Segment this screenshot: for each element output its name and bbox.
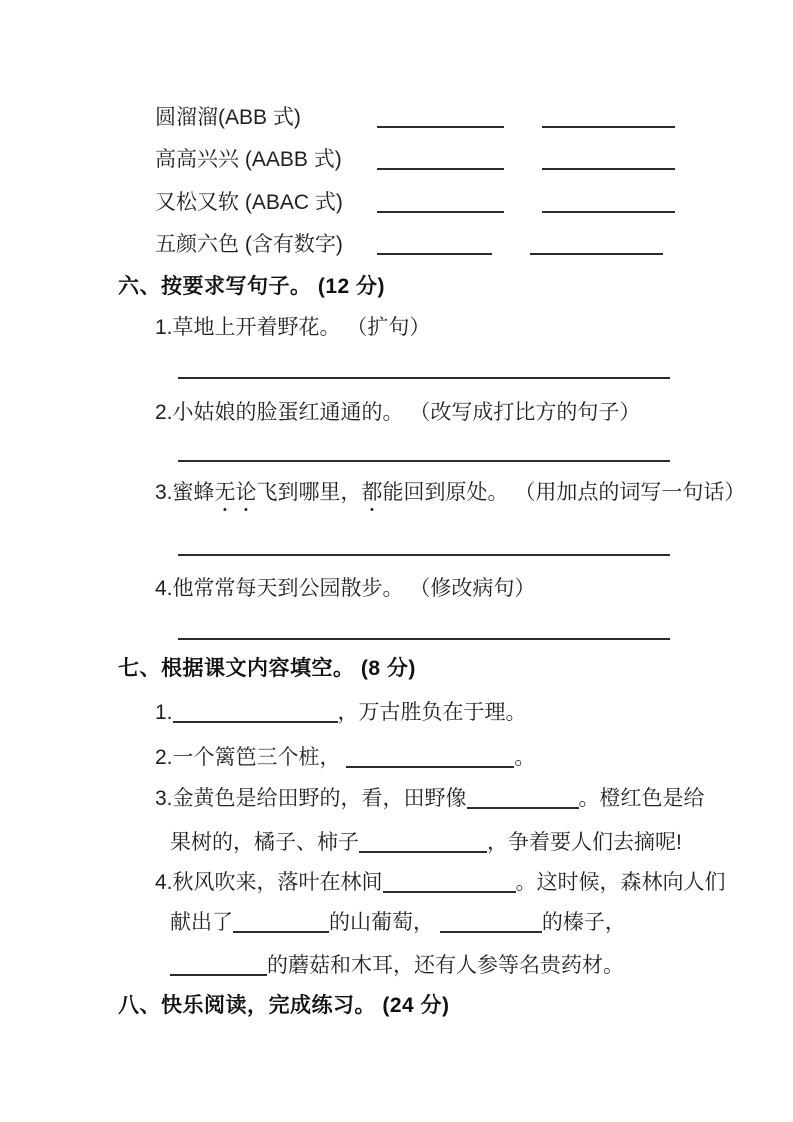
answer-blank — [542, 148, 675, 170]
word-pattern-row — [155, 233, 793, 257]
section-six-heading: 六、按要求写句子。 (12 分) — [118, 275, 386, 298]
question-text: 2.一个篱笆三个桩， — [155, 746, 341, 769]
answer-line — [178, 377, 670, 379]
answer-blank — [542, 106, 675, 128]
question-6-4: 4.他常常每天到公园散步。 （修改病句） — [155, 577, 536, 600]
word-pattern-row — [155, 148, 793, 172]
fill-blank — [383, 881, 516, 893]
question-text: 4.秋风吹来，落叶在林间 — [155, 871, 383, 894]
fill-blank — [173, 711, 338, 723]
question-text: ，万古胜负在于理。 — [337, 701, 527, 724]
question-text: ，争着要人们去摘呢! — [487, 831, 682, 854]
question-text: 3.蜜蜂 — [155, 481, 215, 504]
question-6-2: 2.小姑娘的脸蛋红通通的。 （改写成打比方的句子） — [155, 401, 641, 424]
question-7-3 — [155, 787, 793, 811]
word-pattern-row — [155, 106, 793, 130]
word-pattern-label: 又松又软 (ABAC 式) — [155, 191, 343, 214]
fill-blank — [359, 841, 487, 853]
question-7-1 — [155, 701, 793, 725]
question-text: 献出了 — [170, 911, 233, 934]
word-pattern-label: 圆溜溜(ABB 式) — [155, 106, 301, 129]
question-7-4-wrap — [170, 911, 793, 935]
question-6-3 — [155, 481, 793, 516]
question-text: 3.金黄色是给田野的，看，田野像 — [155, 787, 467, 810]
section-eight-heading: 八、快乐阅读，完成练习。 (24 分) — [118, 994, 450, 1017]
answer-blank — [377, 191, 504, 213]
question-text: 的山葡萄， — [329, 911, 434, 934]
answer-line — [178, 638, 670, 640]
question-text: 飞到哪里， — [256, 481, 362, 504]
fill-blank — [346, 756, 514, 768]
question-text: 。 — [514, 746, 536, 769]
question-text: 。橙红色是给 — [578, 787, 705, 810]
fill-blank — [233, 921, 329, 933]
question-7-4 — [155, 871, 793, 895]
question-7-2 — [155, 746, 793, 770]
word-pattern-row — [155, 191, 793, 215]
answer-blank — [377, 233, 492, 255]
answer-blank — [377, 148, 504, 170]
question-text: 果树的，橘子、柿子 — [170, 831, 359, 854]
answer-blank — [377, 106, 504, 128]
question-7-3-wrap — [170, 831, 793, 855]
section-seven-heading: 七、根据课文内容填空。 (8 分) — [118, 657, 416, 680]
question-text: 1. — [155, 701, 173, 724]
emphasized-word: 无论 — [214, 481, 257, 504]
answer-blank — [542, 191, 675, 213]
word-pattern-label: 高高兴兴 (AABB 式) — [155, 148, 342, 171]
question-7-4-wrap — [170, 954, 793, 978]
fill-blank — [467, 797, 579, 809]
fill-blank — [170, 964, 267, 976]
question-6-1: 1.草地上开着野花。 （扩句） — [155, 316, 431, 339]
emphasized-word: 都 — [361, 481, 383, 504]
answer-line — [178, 554, 670, 556]
question-text: 的榛子， — [541, 911, 626, 934]
question-text: 的蘑菇和木耳，还有人参等名贵药材。 — [267, 954, 624, 977]
fill-blank — [440, 921, 542, 933]
answer-blank — [530, 233, 663, 255]
question-text: 。这时候，森林向人们 — [515, 871, 726, 894]
word-pattern-label: 五颜六色 (含有数字) — [155, 233, 343, 256]
answer-line — [178, 460, 670, 462]
question-text: 能回到原处。 （用加点的词写一句话） — [382, 481, 746, 504]
